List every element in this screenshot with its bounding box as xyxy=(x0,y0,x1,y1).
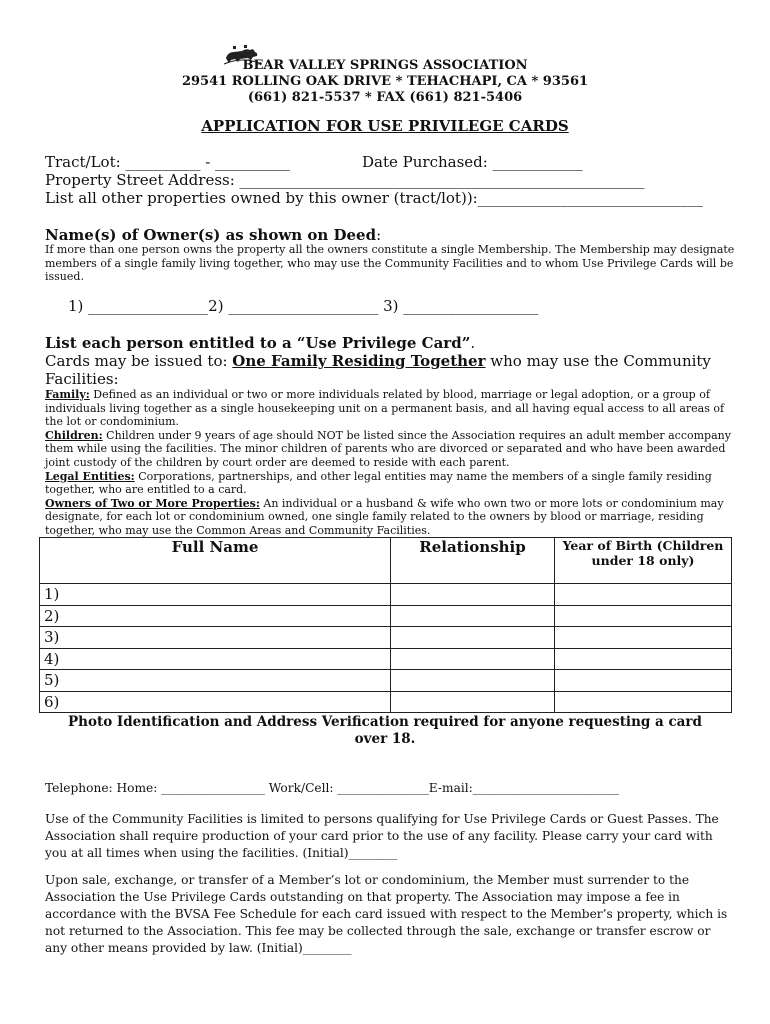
definition-term: Children: xyxy=(45,428,103,442)
definition-text: An individual or a husband & wife who own two or more lots or condominium may designate, for each lot or condominium owned, one single family related to the owners by blood or marriage, residing together, who may use the Common Areas and Community Facilities. xyxy=(45,496,724,537)
table-row xyxy=(40,584,732,606)
photo-id-note: Photo Identification and Address Verification required for anyone requesting a card over 18. xyxy=(68,714,702,747)
definition-term: Family: xyxy=(45,388,90,401)
col-full-name: Full Name xyxy=(40,538,391,584)
definition-text: Defined as an individual or two or more individuals related by blood, marriage or legal adoption, or a group of individuals living together as a single housekeeping unit on a permanent basis, and all having equal access to all areas of the lot or condominium. xyxy=(45,388,725,429)
table-row xyxy=(40,648,732,670)
year-of-birth-cell[interactable] xyxy=(555,670,732,692)
relationship-cell[interactable] xyxy=(391,584,555,606)
persons-heading-suffix: . xyxy=(470,334,476,352)
relationship-cell[interactable] xyxy=(391,670,555,692)
definitions xyxy=(45,388,735,538)
street-address-field[interactable]: Property Street Address: ______________________________________________________ xyxy=(45,171,645,189)
full-name-cell[interactable]: 2) xyxy=(40,605,391,627)
owners-heading-text: Name(s) of Owner(s) as shown on Deed xyxy=(45,226,377,244)
persons-table xyxy=(39,537,732,713)
year-of-birth-cell[interactable] xyxy=(555,584,732,606)
org-address: 29541 ROLLING OAK DRIVE * TEHACHAPI, CA * 93561 xyxy=(181,74,589,89)
col-year-of-birth: Year of Birth (Children under 18 only) xyxy=(555,538,732,584)
year-of-birth-cell[interactable] xyxy=(555,605,732,627)
relationship-cell[interactable] xyxy=(391,691,555,713)
owner-name-lines[interactable]: 1) ________________2) ____________________ 3) __________________ xyxy=(68,297,539,315)
page-title: APPLICATION FOR USE PRIVILEGE CARDS xyxy=(201,117,569,135)
owners-note: If more than one person owns the property all the owners constitute a single Membership. The Membership may designate members of a single family living together, who may use the Community Facilities and to whom Use Privilege Cards will be issued. xyxy=(45,243,735,284)
full-name-cell[interactable]: 3) xyxy=(40,627,391,649)
org-phone-fax: (661) 821-5537 * FAX (661) 821-5406 xyxy=(247,90,523,105)
relationship-cell[interactable] xyxy=(391,605,555,627)
full-name-cell[interactable]: 4) xyxy=(40,648,391,670)
org-name: BEAR VALLEY SPRINGS ASSOCIATION xyxy=(242,58,528,73)
col-relationship: Relationship xyxy=(391,538,555,584)
facilities-paragraph: Use of the Community Facilities is limited to persons qualifying for Use Privilege Cards or Guest Passes. The Association shall require production of your card prior to the use of any facility. Please carry your card with you at all times when using the facilities. (Initial)________ xyxy=(45,812,719,860)
table-row xyxy=(40,627,732,649)
persons-issued-text xyxy=(45,352,735,388)
definition-term: Owners of Two or More Properties: xyxy=(45,496,260,510)
definition-multiple-owners xyxy=(45,497,735,538)
table-row xyxy=(40,670,732,692)
definition-text: Corporations, partnerships, and other legal entities may name the members of a single family residing together, who are entitled to a card. xyxy=(45,469,712,497)
table-row xyxy=(40,691,732,713)
tract-lot-field[interactable]: Tract/Lot: __________ - __________ xyxy=(45,153,291,171)
owners-heading xyxy=(45,226,381,244)
persons-heading-text: List each person entitled to a “Use Privilege Card” xyxy=(45,334,471,352)
year-of-birth-cell[interactable] xyxy=(555,648,732,670)
issued-suffix: who may use the Community Facilities: xyxy=(45,352,711,388)
issued-prefix: Cards may be issued to: xyxy=(45,352,233,370)
owners-heading-suffix: : xyxy=(376,226,382,244)
table-header-row xyxy=(40,538,732,584)
other-properties-field[interactable]: List all other properties owned by this owner (tract/lot)):______________________________ xyxy=(45,189,703,207)
date-purchased-field[interactable]: Date Purchased: ____________ xyxy=(362,153,583,171)
table-row xyxy=(40,605,732,627)
definition-text: Children under 9 years of age should NOT be listed since the Association requires an adult member accompany them while using the facilities. The minor children of parents who are divorced or separated and who have been awarded joint custody of the children by court order are deemed to reside with each parent. xyxy=(45,428,731,469)
definition-children xyxy=(45,429,735,470)
full-name-cell[interactable]: 5) xyxy=(40,670,391,692)
relationship-cell[interactable] xyxy=(391,627,555,649)
definition-legal-entities xyxy=(45,470,735,497)
year-of-birth-cell[interactable] xyxy=(555,627,732,649)
full-name-cell[interactable]: 1) xyxy=(40,584,391,606)
issued-bold: One Family Residing Together xyxy=(232,352,486,370)
transfer-paragraph: Upon sale, exchange, or transfer of a Member’s lot or condominium, the Member must surrender to the Association the Use Privilege Cards outstanding on that property. The Association may impose a fee in accordance with the BVSA Fee Schedule for each card issued with respect to the Member’s property, which is not returned to the Association. This fee may be collected through the sale, exchange or transfer escrow or any other means provided by law. (Initial)________ xyxy=(45,873,728,955)
definition-term: Legal Entities: xyxy=(45,469,135,483)
definition-family xyxy=(45,388,735,429)
telephone-fields[interactable]: Telephone: Home: _________________ Work/Cell: _______________E-mail:________________________ xyxy=(45,781,620,795)
persons-heading xyxy=(45,334,475,352)
relationship-cell[interactable] xyxy=(391,648,555,670)
year-of-birth-cell[interactable] xyxy=(555,691,732,713)
full-name-cell[interactable]: 6) xyxy=(40,691,391,713)
